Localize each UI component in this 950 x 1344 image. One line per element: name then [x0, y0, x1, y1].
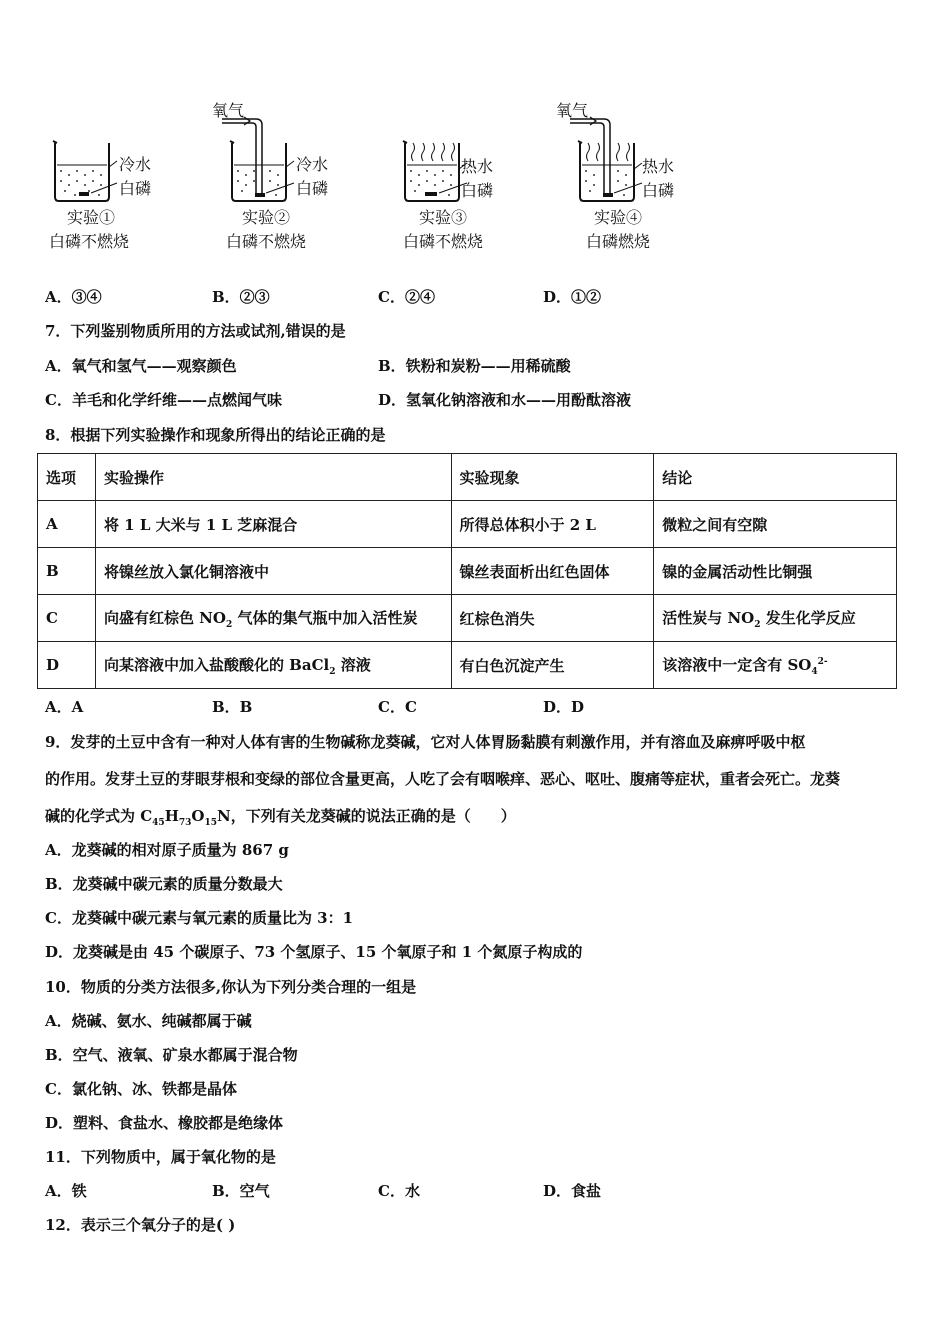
cell-option: C — [38, 595, 96, 642]
q11-option-a[interactable]: A．铁 — [45, 1182, 87, 1200]
q7-stem: 7．下列鉴别物质所用的方法或试剂,错误的是 — [45, 322, 346, 340]
figure-result: 白磷不燃烧 — [226, 232, 307, 251]
q8-option-c[interactable]: C．C — [378, 698, 417, 716]
q9-stem-line-2: 的作用。发芽土豆的芽眼芽根和变绿的部位含量更高，人吃了会有咽喉痒、恶心、呕吐、腹痛等症状，重者会死亡。龙葵 — [45, 770, 841, 788]
figure-water-label: 冷水 — [119, 155, 152, 174]
q8-option-d[interactable]: D．D — [543, 698, 585, 716]
cell-option: B — [38, 548, 96, 595]
q9-option-c[interactable]: C．龙葵碱中碳元素与氧元素的质量比为 3：1 — [45, 909, 354, 927]
q7-option-a[interactable]: A．氧气和氢气——观察颜色 — [45, 357, 237, 375]
header-cell-operation: 实验操作 — [95, 454, 451, 501]
cell-conclusion: 活性炭与 $NO_2$ 发生化学反应 — [654, 595, 897, 642]
q8-table — [37, 453, 897, 689]
figure-water-label: 热水 — [461, 157, 494, 176]
figure-result: 白磷不燃烧 — [403, 232, 484, 251]
figure-gas-label: 氧气 — [556, 101, 589, 120]
cell-option: D — [38, 642, 96, 689]
q6-option-d[interactable]: D．①② — [543, 288, 602, 306]
header-cell-phenomenon: 实验现象 — [451, 454, 654, 501]
figure-solid-label: 白磷 — [461, 181, 494, 200]
q10-stem: 10．物质的分类方法很多,你认为下列分类合理的一组是 — [45, 978, 417, 996]
q9-option-a[interactable]: A．龙葵碱的相对原子质量为 867 g — [45, 841, 289, 859]
q8-option-a[interactable]: A．A — [45, 698, 84, 716]
q11-option-b[interactable]: B．空气 — [212, 1182, 270, 1200]
q10-option-b[interactable]: B．空气、液氧、矿泉水都属于混合物 — [45, 1046, 298, 1064]
header-cell-conclusion: 结论 — [654, 454, 897, 501]
cell-phenomenon: 镍丝表面析出红色固体 — [451, 548, 654, 595]
q8-option-b[interactable]: B．B — [212, 698, 253, 716]
q10-option-c[interactable]: C．氯化钠、冰、铁都是晶体 — [45, 1080, 237, 1098]
cell-phenomenon: 有白色沉淀产生 — [451, 642, 654, 689]
header-cell-option: 选项 — [38, 454, 96, 501]
cell-option: A — [38, 501, 96, 548]
cell-conclusion: 镍的金属活动性比铜强 — [654, 548, 897, 595]
figure-water-label: 冷水 — [296, 155, 329, 174]
q9-option-d[interactable]: D．龙葵碱是由 45 个碳原子、73 个氢原子、15 个氧原子和 1 个氮原子构成的 — [45, 943, 583, 961]
table-header-row — [38, 454, 897, 501]
q7-option-c[interactable]: C．羊毛和化学纤维——点燃闻气味 — [45, 391, 282, 409]
figure-solid-label: 白磷 — [642, 181, 675, 200]
figure-result: 白磷不燃烧 — [49, 232, 130, 251]
cell-operation: 向盛有红棕色 $NO_2$ 气体的集气瓶中加入活性炭 — [95, 595, 451, 642]
q8-stem: 8．根据下列实验操作和现象所得出的结论正确的是 — [45, 426, 386, 444]
figure-caption: 实验③ — [419, 208, 468, 227]
q9-stem-line-3: 碱的化学式为 $C_{45}H_{73}O_{15}N$，下列有关龙葵碱的说法正确的是（ ） — [45, 807, 516, 828]
table-row — [38, 501, 897, 548]
table-row — [38, 595, 897, 642]
q11-option-c[interactable]: C．水 — [378, 1182, 420, 1200]
q10-option-d[interactable]: D．塑料、食盐水、橡胶都是绝缘体 — [45, 1114, 284, 1132]
figure-gas-label: 氧气 — [212, 101, 245, 120]
table-row — [38, 642, 897, 689]
figure-solid-label: 白磷 — [119, 179, 152, 198]
cell-phenomenon: 红棕色消失 — [451, 595, 654, 642]
cell-conclusion: 微粒之间有空隙 — [654, 501, 897, 548]
q6-option-a[interactable]: A．③④ — [45, 288, 102, 306]
experiment-figure-2 — [212, 95, 422, 255]
q11-option-d[interactable]: D．食盐 — [543, 1182, 602, 1200]
q7-option-d[interactable]: D．氢氧化钠溶液和水——用酚酞溶液 — [378, 391, 632, 409]
figure-caption: 实验④ — [594, 208, 643, 227]
q6-option-b[interactable]: B．②③ — [212, 288, 270, 306]
cell-conclusion: 该溶液中一定含有 $SO_4^{2-}$ — [654, 642, 897, 689]
table-row — [38, 548, 897, 595]
cell-phenomenon: 所得总体积小于 2 L — [451, 501, 654, 548]
cell-operation: 向某溶液中加入盐酸酸化的 BaCl$_2$ 溶液 — [95, 642, 451, 689]
q9-option-b[interactable]: B．龙葵碱中碳元素的质量分数最大 — [45, 875, 283, 893]
q12-stem: 12．表示三个氧分子的是( ) — [45, 1216, 236, 1234]
figure-solid-label: 白磷 — [296, 179, 329, 198]
q6-option-c[interactable]: C．②④ — [378, 288, 435, 306]
q11-stem: 11．下列物质中，属于氧化物的是 — [45, 1148, 276, 1166]
figure-caption: 实验② — [242, 208, 291, 227]
figure-caption: 实验① — [67, 208, 116, 227]
figure-water-label: 热水 — [642, 157, 675, 176]
cell-operation: 将 1 L 大米与 1 L 芝麻混合 — [95, 501, 451, 548]
q7-option-b[interactable]: B．铁粉和炭粉——用稀硫酸 — [378, 357, 571, 375]
figure-result: 白磷燃烧 — [586, 232, 651, 251]
q9-stem-line-1: 9．发芽的土豆中含有一种对人体有害的生物碱称龙葵碱，它对人体胃肠黏膜有刺激作用，并有溶血及麻痹呼吸中枢 — [45, 733, 806, 751]
experiment-figure-4 — [556, 95, 770, 255]
q10-option-a[interactable]: A．烧碱、氨水、纯碱都属于碱 — [45, 1012, 252, 1030]
cell-operation: 将镍丝放入氯化铜溶液中 — [95, 548, 451, 595]
